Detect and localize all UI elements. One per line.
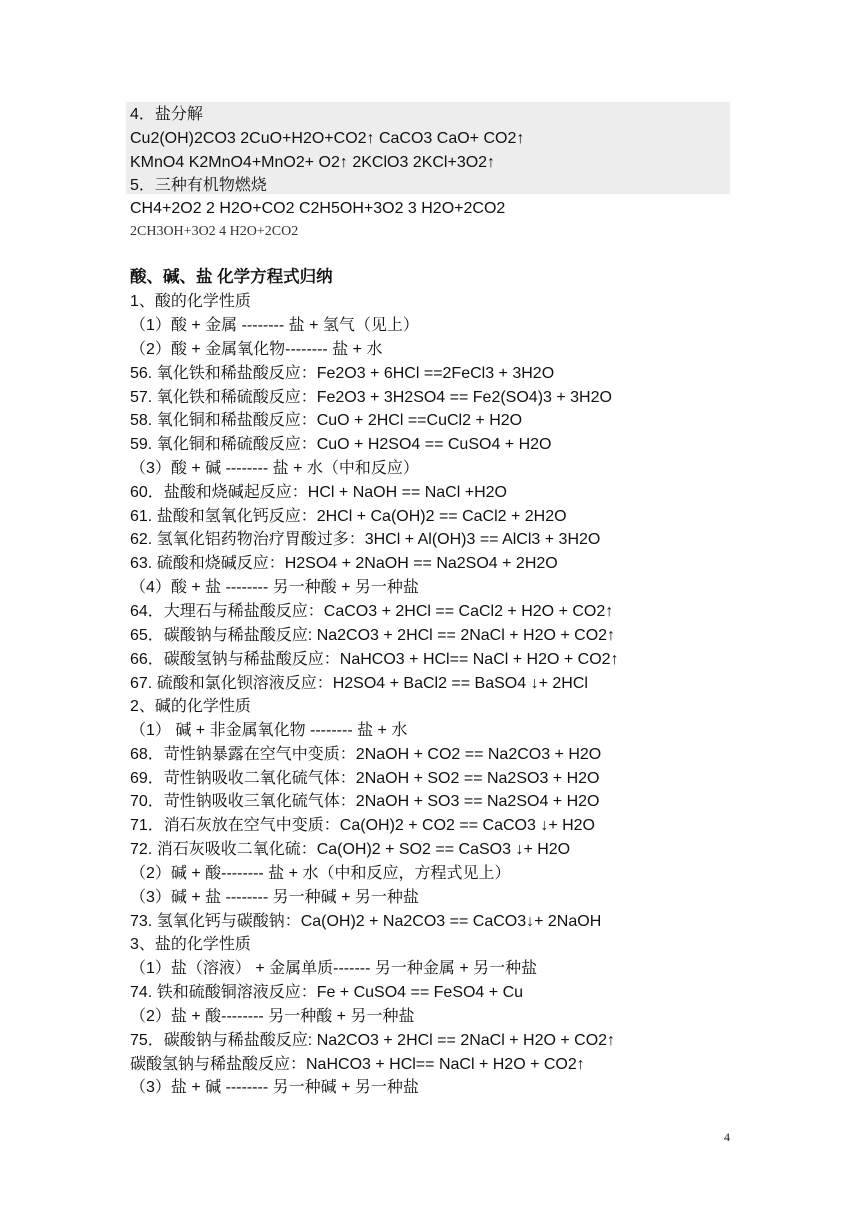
equation-line: 62. 氢氧化铝药物治疗胃酸过多：3HCl + Al(OH)3 == AlCl3 + 3H2O (130, 531, 601, 548)
section-heading: 2、碱的化学性质 (130, 698, 251, 715)
equation-line: 73. 氢氧化钙与碳酸钠：Ca(OH)2 + Na2CO3 == CaCO3↓+ 2NaOH (130, 913, 602, 930)
subsection-heading: （1）酸 + 金属 -------- 盐 + 氢气（见上） (130, 317, 419, 334)
equation-line: 69．苛性钠吸收二氧化硫气体：2NaOH + SO2 == Na2SO3 + H2O (130, 770, 600, 787)
equation-line: 64．大理石与稀盐酸反应：CaCO3 + 2HCl == CaCl2 + H2O + CO2↑ (130, 603, 614, 620)
subsection-heading: （2）酸 + 金属氧化物-------- 盐 + 水 (130, 341, 383, 358)
equation-line: KMnO4 K2MnO4+MnO2+ O2↑ 2KClO3 2KCl+3O2↑ (130, 154, 496, 171)
section-heading: 1、酸的化学性质 (130, 293, 251, 310)
equation-line: 75．碳酸钠与稀盐酸反应: Na2CO3 + 2HCl == 2NaCl + H2O + CO2↑ (130, 1032, 616, 1049)
section-heading: 3、盐的化学性质 (130, 936, 251, 953)
section-heading-organic-combustion: 5．三种有机物燃烧 (130, 177, 267, 194)
equation-line: 71．消石灰放在空气中变质：Ca(OH)2 + CO2 == CaCO3 ↓+ H2O (130, 817, 596, 834)
equation-line: CH4+2O2 2 H2O+CO2 C2H5OH+3O2 3 H2O+2CO2 (130, 200, 506, 217)
equation-line: 63. 硫酸和烧碱反应：H2SO4 + 2NaOH == Na2SO4 + 2H2O (130, 555, 558, 572)
subsection-heading: （2）盐 + 酸-------- 另一种酸 + 另一种盐 (130, 1008, 415, 1025)
equation-line: 68．苛性钠暴露在空气中变质：2NaOH + CO2 == Na2CO3 + H2O (130, 746, 602, 763)
section-heading-salt-decomposition: 4．盐分解 (130, 106, 203, 123)
subsection-heading: （4）酸 + 盐 -------- 另一种酸 + 另一种盐 (130, 579, 419, 596)
equation-line: 2CH3OH+3O2 4 H2O+2CO2 (130, 224, 299, 239)
equation-line: 58. 氧化铜和稀盐酸反应：CuO + 2HCl ==CuCl2 + H2O (130, 412, 523, 429)
subsection-heading: （1）盐（溶液） + 金属单质------- 另一种金属 + 另一种盐 (130, 960, 538, 977)
equation-line: 70．苛性钠吸收三氧化硫气体：2NaOH + SO3 == Na2SO4 + H2O (130, 793, 600, 810)
equation-line: 61. 盐酸和氢氧化钙反应：2HCl + Ca(OH)2 == CaCl2 + 2H2O (130, 508, 567, 525)
equation-line: 57. 氧化铁和稀硫酸反应：Fe2O3 + 3H2SO4 == Fe2(SO4)3 + 3H2O (130, 389, 612, 406)
subsection-heading: （3）碱 + 盐 -------- 另一种碱 + 另一种盐 (130, 889, 419, 906)
subsection-heading: （1） 碱 + 非金属氧化物 -------- 盐 + 水 (130, 722, 408, 739)
subsection-heading: （3）盐 + 碱 -------- 另一种碱 + 另一种盐 (130, 1079, 419, 1096)
equation-line: 65．碳酸钠与稀盐酸反应: Na2CO3 + 2HCl == 2NaCl + H2O + CO2↑ (130, 627, 616, 644)
equation-line: 66．碳酸氢钠与稀盐酸反应：NaHCO3 + HCl== NaCl + H2O + CO2↑ (130, 651, 619, 668)
equation-line: Cu2(OH)2CO3 2CuO+H2O+CO2↑ CaCO3 CaO+ CO2↑ (130, 130, 525, 147)
equation-line: 72. 消石灰吸收二氧化硫：Ca(OH)2 + SO2 == CaSO3 ↓+ H2O (130, 841, 571, 858)
equation-line: 60．盐酸和烧碱起反应：HCl + NaOH == NaCl +H2O (130, 484, 507, 501)
equation-line: 碳酸氢钠与稀盐酸反应：NaHCO3 + HCl== NaCl + H2O + CO2↑ (130, 1056, 585, 1073)
page-number: 4 (724, 1130, 730, 1144)
equation-line: 74. 铁和硫酸铜溶液反应：Fe + CuSO4 == FeSO4 + Cu (130, 984, 524, 1001)
equation-line: 67. 硫酸和氯化钡溶液反应：H2SO4 + BaCl2 == BaSO4 ↓+ 2HCl (130, 675, 588, 692)
equation-line: 59. 氧化铜和稀硫酸反应：CuO + H2SO4 == CuSO4 + H2O (130, 436, 552, 453)
subsection-heading: （2）碱 + 酸-------- 盐 + 水（中和反应，方程式见上） (130, 865, 511, 882)
document-heading: 酸、碱、盐 化学方程式归纳 (130, 268, 333, 286)
equation-line: 56. 氧化铁和稀盐酸反应：Fe2O3 + 6HCl ==2FeCl3 + 3H2O (130, 365, 555, 382)
subsection-heading: （3）酸 + 碱 -------- 盐 + 水（中和反应） (130, 460, 419, 477)
